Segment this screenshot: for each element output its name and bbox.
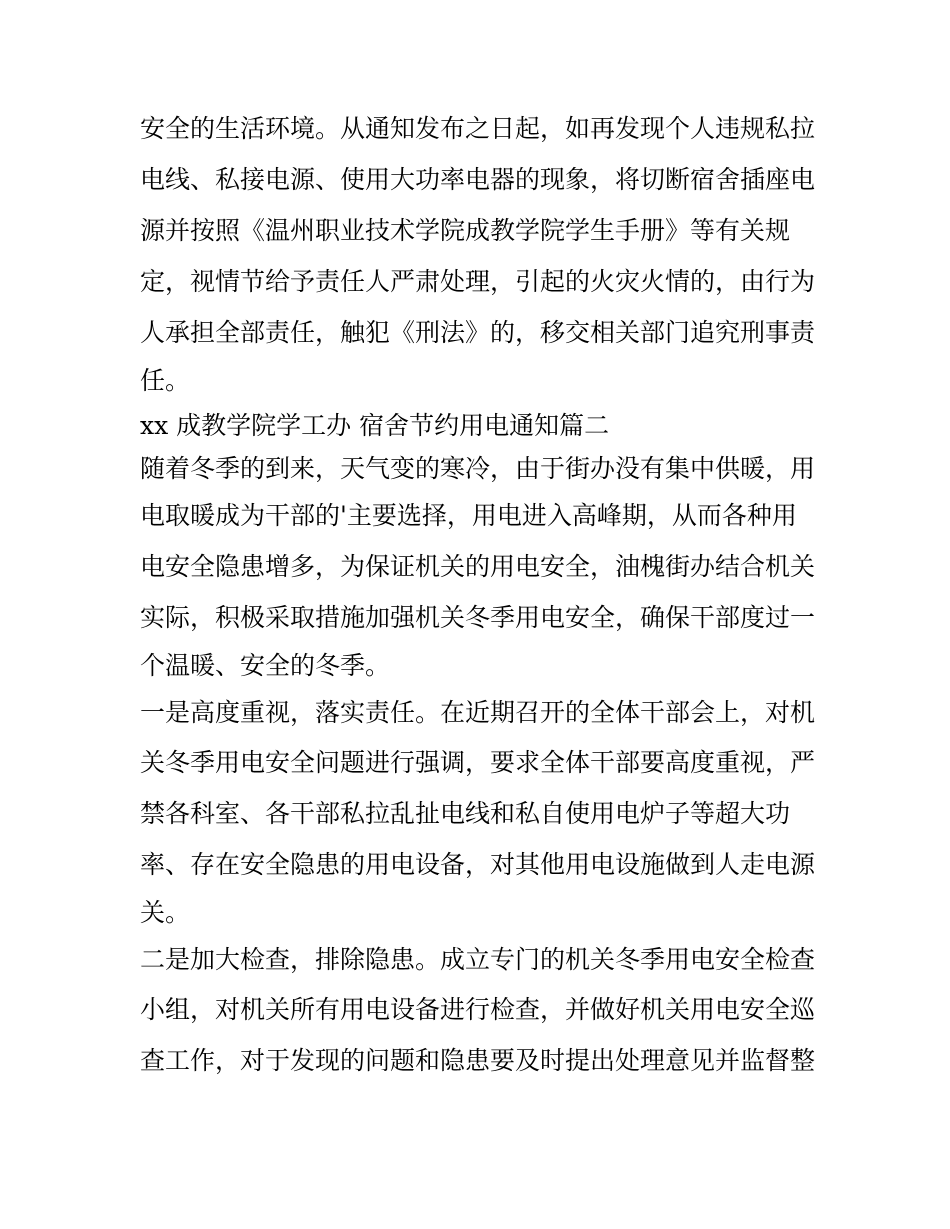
section-heading: xx 成教学院学工办 宿舍节约用电通知篇二 <box>140 411 610 440</box>
text-line: 小组，对机关所有用电设备进行检查，并做好机关用电安全巡 <box>140 995 816 1024</box>
text-line: 查工作，对于发现的问题和隐患要及时提出处理意见并监督整 <box>140 1046 816 1075</box>
text-line: 电安全隐患增多，为保证机关的用电安全，油槐街办结合机关 <box>140 552 816 581</box>
text-line: 一是高度重视，落实责任。在近期召开的全体干部会上，对机 <box>140 698 816 727</box>
text-line: 电取暖成为干部的'主要选择，用电进入高峰期，从而各种用 <box>140 501 797 530</box>
text-line: 电线、私接电源、使用大功率电器的现象，将切断宿舍插座电 <box>140 165 816 194</box>
text-line: 个温暖、安全的冬季。 <box>140 651 391 680</box>
text-line: 人承担全部责任，触犯《刑法》的，移交相关部门追究刑事责 <box>140 318 816 347</box>
text-line: 二是加大检查，排除隐患。成立专门的机关冬季用电安全检查 <box>140 945 816 974</box>
text-line: 任。 <box>140 366 191 395</box>
text-line: 关。 <box>140 898 191 927</box>
text-line: 定，视情节给予责任人严肃处理，引起的火灾火情的，由行为 <box>140 267 816 296</box>
text-line: 率、存在安全隐患的用电设备，对其他用电设施做到人走电源 <box>140 850 816 879</box>
text-line: 实际，积极采取措施加强机关冬季用电安全，确保干部度过一 <box>140 603 816 632</box>
text-line: 随着冬季的到来，天气变的寒冷，由于街办没有集中供暖，用 <box>140 454 816 483</box>
text-line: 源并按照《温州职业技术学院成教学院学生手册》等有关规 <box>140 216 791 245</box>
document-body <box>140 103 820 1086</box>
text-line: 禁各科室、各干部私拉乱扯电线和私自使用电炉子等超大功 <box>140 799 791 828</box>
text-line: 关冬季用电安全问题进行强调，要求全体干部要高度重视，严 <box>140 748 816 777</box>
text-line: 安全的生活环境。从通知发布之日起，如再发现个人违规私拉 <box>140 114 816 143</box>
